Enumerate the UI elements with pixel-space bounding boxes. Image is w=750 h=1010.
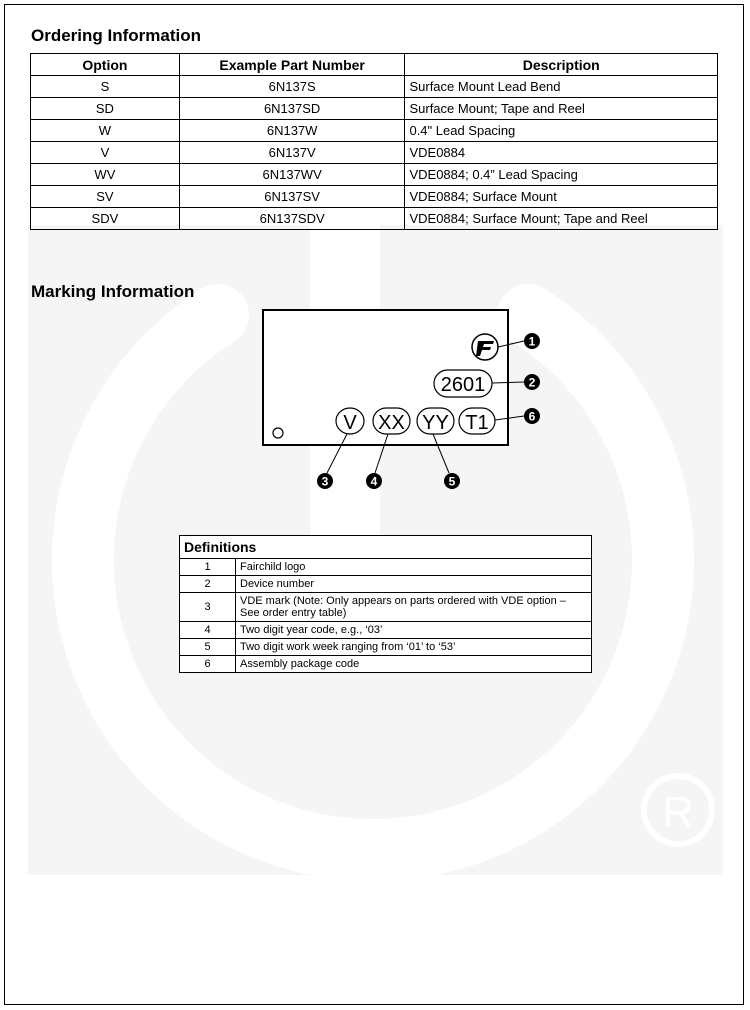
callout-3 [317, 473, 333, 489]
package-code: T1 [465, 412, 489, 434]
ordering-title: Ordering Information [31, 26, 201, 45]
part-cell: 6N137SD [179, 98, 405, 120]
definitions-header-row [180, 536, 592, 559]
col-header-description: Description [405, 54, 718, 76]
part-cell: 6N137S [179, 76, 405, 98]
part-cell: 6N137W [179, 120, 405, 142]
callout-2-label: 2 [528, 375, 536, 390]
definition-number: 3 [180, 593, 236, 622]
week-code: YY [422, 412, 449, 434]
description-cell: VDE0884 [405, 142, 718, 164]
col-header-option: Option [31, 54, 180, 76]
definitions-title: Definitions [180, 536, 592, 559]
callout-6 [524, 408, 540, 424]
table-row [180, 559, 592, 576]
definition-number: 6 [180, 656, 236, 673]
col-header-part: Example Part Number [179, 54, 405, 76]
callout-5-label: 5 [448, 474, 456, 489]
part-cell: 6N137V [179, 142, 405, 164]
description-cell: VDE0884; 0.4” Lead Spacing [405, 164, 718, 186]
callout-4-label: 4 [370, 474, 378, 489]
description-cell: VDE0884; Surface Mount; Tape and Reel [405, 208, 718, 230]
part-cell: 6N137SV [179, 186, 405, 208]
definition-text: Assembly package code [236, 656, 592, 673]
definition-number: 2 [180, 576, 236, 593]
description-cell: 0.4" Lead Spacing [405, 120, 718, 142]
table-row [180, 639, 592, 656]
definition-number: 1 [180, 559, 236, 576]
table-row [180, 622, 592, 639]
callout-2 [524, 374, 540, 390]
definition-number: 4 [180, 622, 236, 639]
vde-mark: V [343, 412, 357, 434]
option-cell: SDV [31, 208, 180, 230]
description-cell: Surface Mount; Tape and Reel [405, 98, 718, 120]
definitions-table [179, 535, 592, 673]
option-cell: S [31, 76, 180, 98]
table-row [180, 593, 592, 622]
definition-text: VDE mark (Note: Only appears on parts ordered with VDE option – See order entry table) [236, 593, 592, 622]
definition-text: Two digit work week ranging from ‘01’ to ‘53’ [236, 639, 592, 656]
device-number: 2601 [440, 374, 486, 396]
year-code: XX [378, 412, 405, 434]
callout-4 [366, 473, 382, 489]
option-cell: W [31, 120, 180, 142]
definition-text: Device number [236, 576, 592, 593]
option-cell: V [31, 142, 180, 164]
svg-text:R: R [662, 788, 694, 837]
callout-3-label: 3 [321, 474, 329, 489]
callout-5 [444, 473, 460, 489]
definition-number: 5 [180, 639, 236, 656]
table-row [180, 656, 592, 673]
description-cell: Surface Mount Lead Bend [405, 76, 718, 98]
pin1-dot [273, 428, 283, 438]
callout-1 [524, 333, 540, 349]
callout-1-label: 1 [528, 334, 536, 349]
marking-title: Marking Information [31, 282, 195, 301]
fairchild-logo-icon [472, 334, 498, 360]
table-row [180, 576, 592, 593]
part-cell: 6N137WV [179, 164, 405, 186]
definition-text: Fairchild logo [236, 559, 592, 576]
option-cell: SV [31, 186, 180, 208]
part-cell: 6N137SDV [179, 208, 405, 230]
definition-text: Two digit year code, e.g., ‘03’ [236, 622, 592, 639]
option-cell: SD [31, 98, 180, 120]
option-cell: WV [31, 164, 180, 186]
description-cell: VDE0884; Surface Mount [405, 186, 718, 208]
callout-6-label: 6 [528, 409, 536, 424]
